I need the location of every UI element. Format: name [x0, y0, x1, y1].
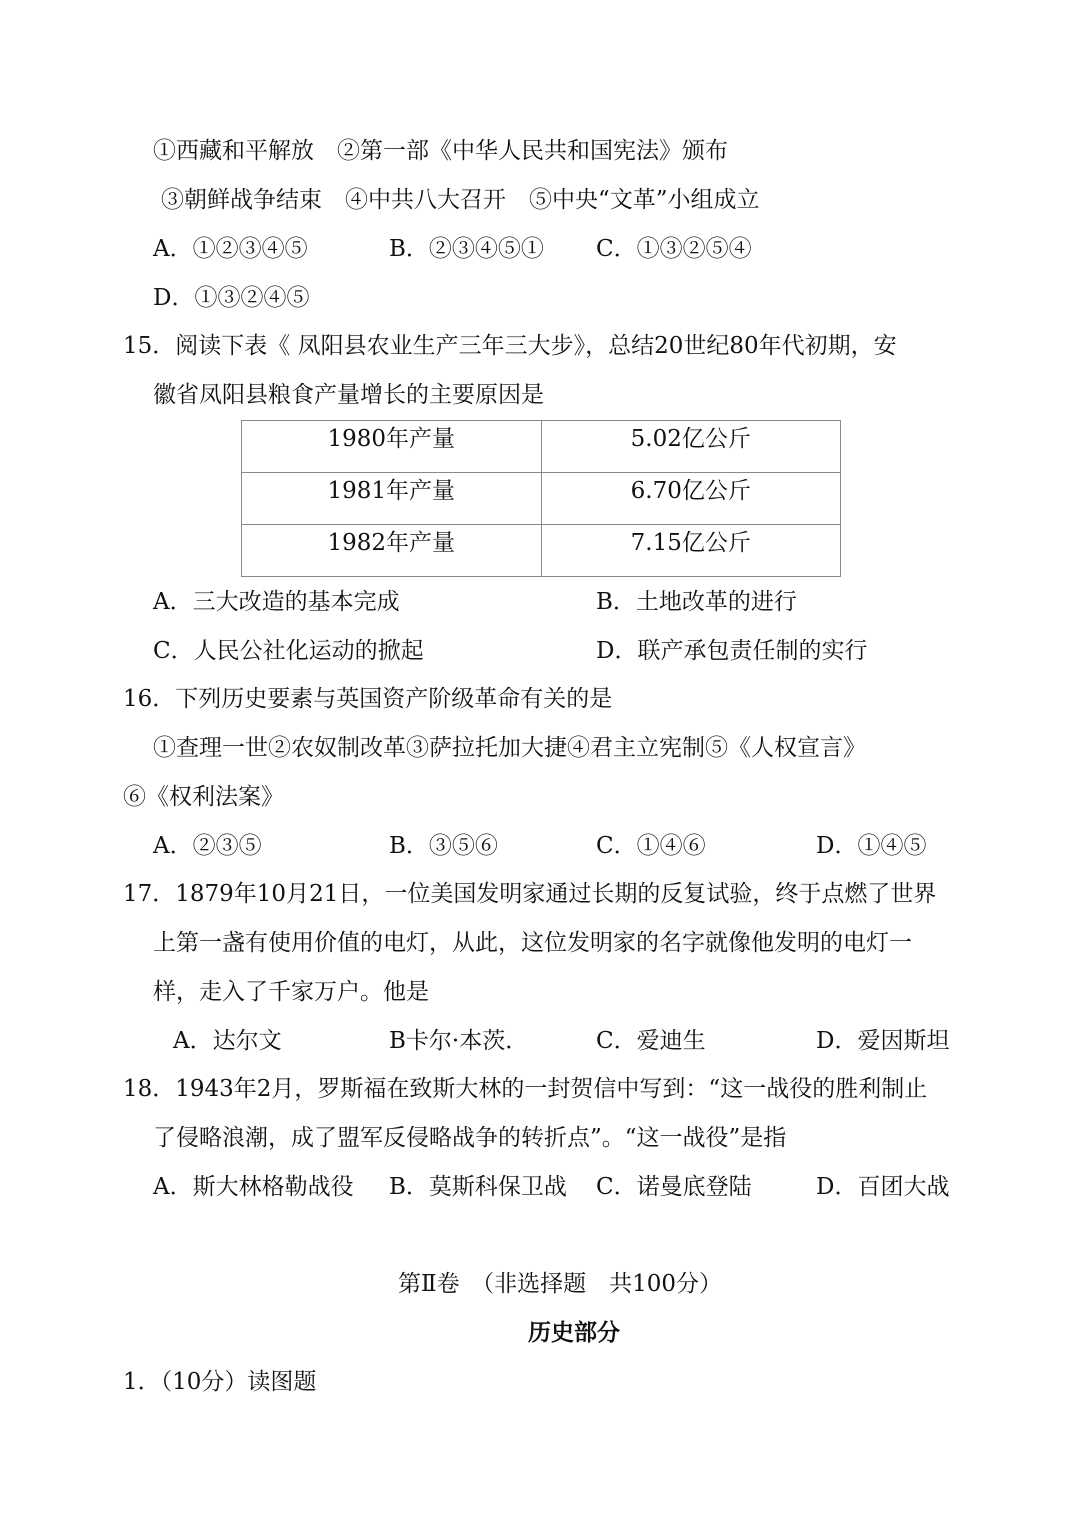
- q15-stem-line2: 徽省凤阳县粮食产量增长的主要原因是: [153, 382, 544, 408]
- part2-question-1: 1．（10分）读图题: [123, 1369, 317, 1395]
- q14-items-line1: ①西藏和平解放 ②第一部《中华人民共和国宪法》颁布: [153, 138, 728, 164]
- table-cell-yield: 5.02亿公斤: [541, 421, 841, 473]
- table-cell-year: 1981年产量: [242, 473, 542, 525]
- q16-items-line2: ⑥《权利法案》: [123, 784, 284, 810]
- q15-option-a: A．三大改造的基本完成: [153, 589, 400, 615]
- q17-option-d: D．爱因斯坦: [816, 1028, 950, 1054]
- q18-option-d: D．百团大战: [816, 1174, 950, 1200]
- table-cell-yield: 7.15亿公斤: [541, 525, 841, 577]
- q18-option-c: C．诺曼底登陆: [596, 1174, 752, 1200]
- q14-option-b: B．②③④⑤①: [389, 236, 544, 262]
- q17-stem-line1: 17．1879年10月21日，一位美国发明家通过长期的反复试验，终于点燃了世界: [123, 881, 937, 907]
- section-subtitle: 历史部分: [528, 1319, 620, 1346]
- table-cell-year: 1982年产量: [242, 525, 542, 577]
- q17-option-a: A．达尔文: [173, 1028, 282, 1054]
- q15-option-c: C．人民公社化运动的掀起: [153, 638, 424, 664]
- q14-option-c: C．①③②⑤④: [596, 236, 752, 262]
- q17-option-b: B卡尔·本茨．: [389, 1028, 529, 1054]
- table-row: [242, 473, 841, 525]
- q16-stem: 16．下列历史要素与英国资产阶级革命有关的是: [123, 686, 613, 712]
- q15-option-b: B．土地改革的进行: [596, 589, 797, 615]
- q16-option-a: A．②③⑤: [153, 833, 262, 859]
- q15-option-d: D．联产承包责任制的实行: [596, 638, 868, 664]
- q18-stem-line2: 了侵略浪潮，成了盟军反侵略战争的转折点”。“这一战役”是指: [153, 1125, 787, 1151]
- q15-stem-line1: 15．阅读下表《 凤阳县农业生产三年三大步》，总结20世纪80年代初期，安: [123, 333, 897, 359]
- q18-option-b: B．莫斯科保卫战: [389, 1174, 567, 1200]
- q17-stem-line2: 上第一盏有使用价值的电灯，从此，这位发明家的名字就像他发明的电灯一: [153, 930, 912, 956]
- table-cell-yield: 6.70亿公斤: [541, 473, 841, 525]
- table-row: [242, 421, 841, 473]
- q16-option-d: D．①④⑤: [816, 833, 927, 859]
- q18-option-a: A．斯大林格勒战役: [153, 1174, 354, 1200]
- section-title: 第Ⅱ卷 （非选择题 共100分）: [398, 1271, 723, 1297]
- q14-option-d: D．①③②④⑤: [153, 285, 310, 311]
- q16-items-line1: ①查理一世②农奴制改革③萨拉托加大捷④君主立宪制⑤《人权宣言》: [153, 735, 866, 761]
- q17-option-c: C．爱迪生: [596, 1028, 706, 1054]
- grain-yield-table: [241, 420, 841, 577]
- q16-option-b: B．③⑤⑥: [389, 833, 498, 859]
- table-row: [242, 525, 841, 577]
- q17-stem-line3: 样，走入了千家万户。他是: [153, 979, 429, 1005]
- table-cell-year: 1980年产量: [242, 421, 542, 473]
- q14-items-line2: ③朝鲜战争结束 ④中共八大召开 ⑤中央“文革”小组成立: [161, 187, 760, 213]
- q16-option-c: C．①④⑥: [596, 833, 706, 859]
- q14-option-a: A．①②③④⑤: [153, 236, 308, 262]
- q18-stem-line1: 18．1943年2月，罗斯福在致斯大林的一封贺信中写到：“这一战役的胜利制止: [123, 1076, 928, 1102]
